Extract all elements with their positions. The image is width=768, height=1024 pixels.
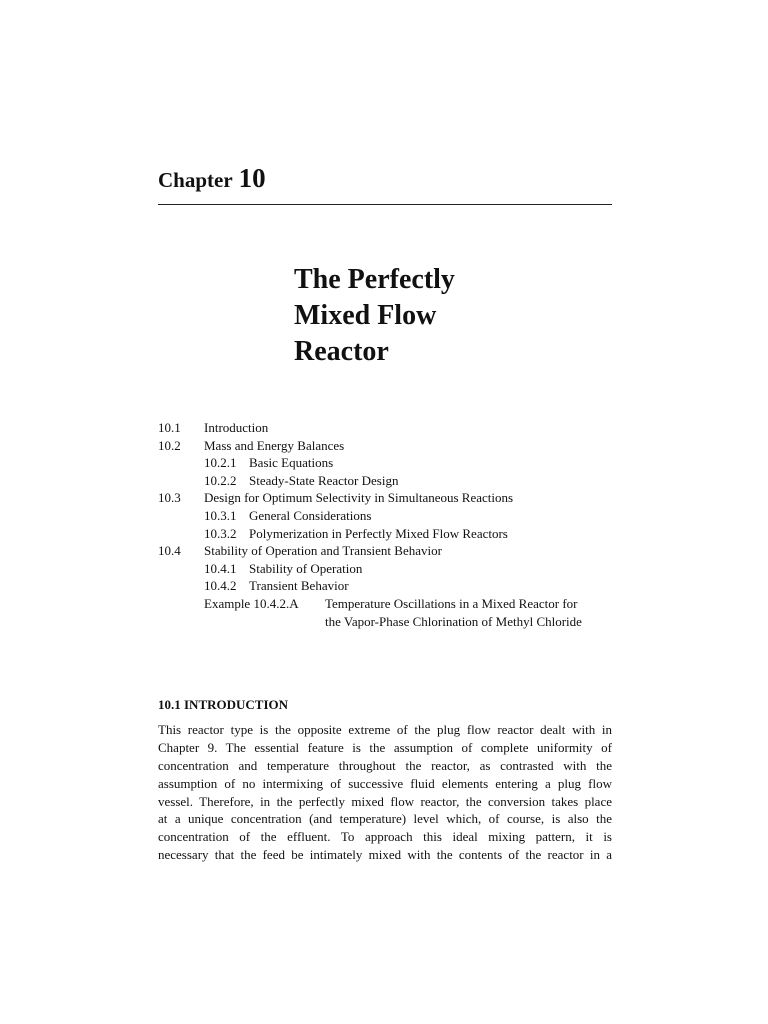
toc-subentry-number: 10.3.2 (204, 525, 237, 541)
toc-entry (158, 437, 618, 455)
toc-entry (158, 419, 618, 437)
chapter-heading (158, 163, 266, 194)
chapter-title-line: Reactor (294, 336, 389, 367)
toc-subentry-number: 10.2.2 (204, 472, 237, 488)
toc-subentry-title: Basic Equations (249, 455, 334, 471)
toc-subentry-title: Stability of Operation (249, 560, 363, 576)
chapter-title-line: Mixed Flow (294, 300, 437, 331)
body-line: assumption of no intermixing of successive fluid elements entering a plug flow (158, 775, 612, 791)
toc-subentry-number: 10.2.1 (204, 455, 237, 471)
toc-subentry-number: 10.3.1 (204, 507, 237, 523)
toc-entry-title: Introduction (204, 420, 269, 435)
body-line: Chapter 9. The essential feature is the assumption of complete uniformity of (158, 739, 612, 755)
toc-subentry (158, 525, 618, 543)
toc-subentry-number: 10.4.2 (204, 578, 237, 594)
toc-example-label: Example 10.4.2.A (204, 595, 299, 611)
toc-entry-number: 10.1 (158, 420, 181, 435)
body-line: necessary that the feed be intimately mixed with the contents of the reactor in a (158, 847, 612, 863)
chapter-rule (158, 204, 612, 205)
table-of-contents (158, 419, 618, 630)
chapter-number: 10 (238, 163, 266, 193)
body-line: concentration and temperature throughout the reactor, as contrasted with the (158, 757, 612, 773)
section-heading: 10.1 INTRODUCTION (158, 697, 289, 712)
toc-entry-number: 10.3 (158, 490, 181, 506)
chapter-title-line: The Perfectly (294, 264, 455, 295)
toc-subentry-title: Steady-State Reactor Design (249, 472, 399, 488)
toc-subentry-title: Polymerization in Perfectly Mixed Flow Reactors (249, 525, 508, 541)
toc-entry-title: Design for Optimum Selectivity in Simultaneous Reactions (204, 490, 514, 506)
toc-subentry-title: Transient Behavior (249, 578, 349, 594)
body-line: concentration of the effluent. To approach this ideal mixing pattern, it is (158, 829, 612, 845)
toc-subentry-title: General Considerations (249, 507, 372, 523)
chapter-label: Chapter (158, 168, 233, 192)
toc-subentry (158, 507, 618, 525)
toc-subentry-number: 10.4.1 (204, 560, 237, 576)
toc-example-title: Temperature Oscillations in a Mixed Reactor for (325, 595, 578, 611)
body-line: at a unique concentration (and temperature) level which, of course, is also the (158, 811, 612, 827)
toc-entry-number: 10.2 (158, 437, 181, 453)
section-body (158, 721, 612, 864)
toc-entry (158, 489, 618, 507)
toc-subentry (158, 577, 618, 595)
toc-entry-title: Mass and Energy Balances (204, 437, 345, 453)
toc-subentry (158, 560, 618, 578)
toc-entry (158, 542, 618, 560)
toc-example-continued (158, 613, 618, 631)
toc-subentry (158, 472, 618, 490)
toc-example-title: the Vapor-Phase Chlorination of Methyl Chloride (325, 613, 582, 629)
toc-example (158, 595, 618, 613)
toc-entry-number: 10.4 (158, 543, 181, 559)
body-line: This reactor type is the opposite extreme of the plug flow reactor dealt with in (158, 722, 612, 737)
body-line: vessel. Therefore, in the perfectly mixed flow reactor, the conversion takes place (158, 793, 612, 809)
toc-subentry (158, 454, 618, 472)
toc-entry-title: Stability of Operation and Transient Behavior (204, 543, 442, 559)
chapter-title (294, 262, 455, 370)
